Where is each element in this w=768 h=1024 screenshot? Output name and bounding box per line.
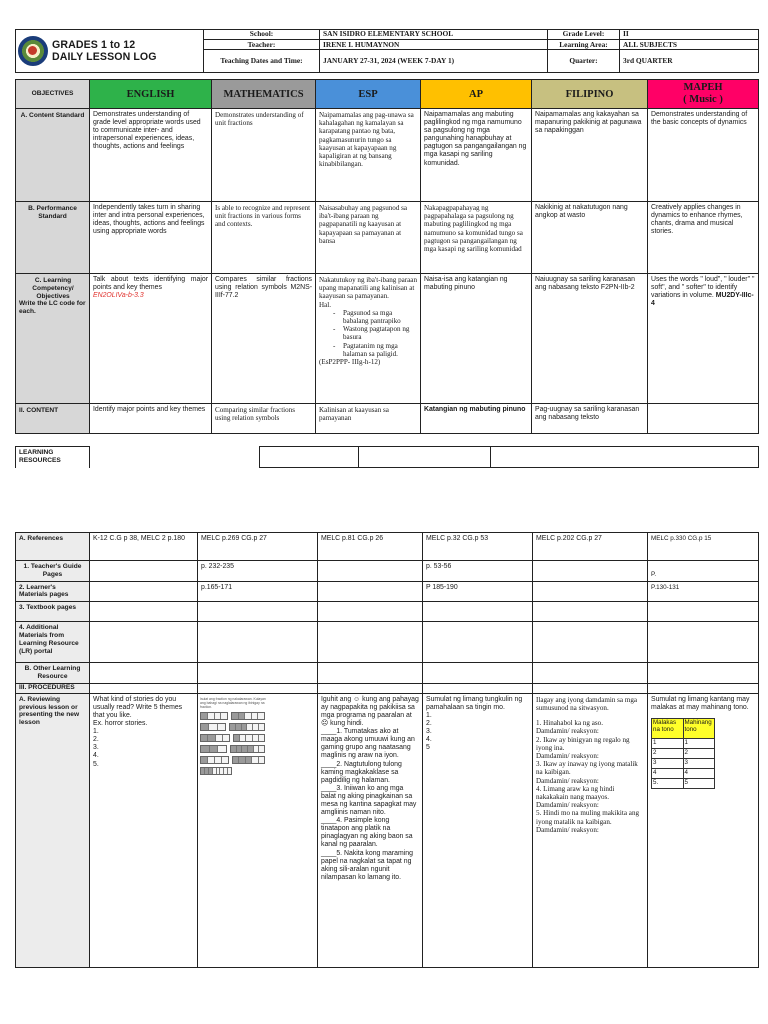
procedures-table [15, 532, 759, 968]
reviewing-esp-item: ____5. Nakita kong maraming papel na nagkalat sa tapat ng aking sili-aralan ngunit nilampasan ko lamang ito. [321, 849, 413, 881]
document-title [52, 39, 157, 64]
school-label: School: [204, 30, 320, 40]
references-label: A. References [16, 533, 90, 561]
learners-materials-esp [318, 581, 423, 602]
subject-mapeh: MAPEH ( Music ) [648, 80, 759, 109]
procedures-cell [423, 683, 533, 693]
song-volume-table [651, 718, 715, 789]
competency-mapeh-code: MU2DY-IIIc-4 [651, 292, 754, 308]
competency-esp-list [333, 309, 417, 358]
reviewing-filipino-item: 5. Hindi mo na muling makikita ang iyong matalik na kaibigan. [536, 809, 640, 826]
learning-area-value: ALL SUBJECTS [620, 40, 759, 50]
performance-standard-mapeh: Creatively applies changes in dynamics to enhance rhymes, chants, drama and musical stories. [648, 202, 759, 274]
learners-materials-filipino [533, 581, 648, 602]
learning-resources-blank [260, 447, 359, 468]
learning-resources-label: LEARNING RESOURCES [16, 447, 90, 468]
teachers-guide-ap: p. 53-56 [423, 561, 533, 582]
competency-filipino: Naiuugnay sa sariling karanasan ang nabasang teksto F2PN-IIb-2 [532, 274, 648, 404]
fraction-row [200, 712, 272, 720]
performance-standard-label: B. Performance Standard [16, 202, 90, 274]
answer-number: 4. [426, 736, 432, 744]
song-volume-cell: 5. [652, 778, 684, 788]
song-volume-cell: 3 [652, 758, 684, 768]
answer-number: 1. [426, 711, 432, 719]
additional-materials-cell [533, 622, 648, 663]
song-volume-cell: 2 [652, 748, 684, 758]
content-standard-math: Demonstrates understanding of unit fractions [212, 109, 316, 202]
competency-note: Write the LC code for each. [19, 300, 86, 316]
learning-area-label: Learning Area: [548, 40, 620, 50]
deped-seal-icon [18, 36, 48, 66]
content-standard-mapeh: Demonstrates understanding of the basic concepts of dynamics [648, 109, 759, 202]
competency-ap: Naisa-isa ang katangian ng mabuting pinuno [421, 274, 532, 404]
competency-english-code: EN2OLIVa-b-3.3 [93, 292, 144, 300]
additional-materials-cell [648, 622, 759, 663]
title-line-2: DAILY LESSON LOG [52, 51, 157, 63]
performance-standard-esp: Naisasabuhay ang pagsunod sa iba't-ibang paraan ng pagpapanatili ng kaayusan at kapayapaan sa pamayanan at bansa [316, 202, 421, 274]
textbook-cell [423, 602, 533, 622]
competency-mapeh [648, 274, 759, 404]
additional-materials-cell [90, 622, 198, 663]
subject-english: ENGLISH [90, 80, 212, 109]
reviewing-filipino-instruction: Ilagay ang iyong damdamin sa mga sumusunod na sitwasyon. [536, 695, 638, 712]
learners-materials-math: p.165-171 [198, 581, 318, 602]
reviewing-esp-item: ____2. Nagtutulong tulong kaming magkakaklase sa pagdidilig ng halaman. [321, 760, 402, 784]
reviewing-filipino-item: 2. Ikaw ay binigyan ng regalo ng iyong ina. [536, 735, 630, 752]
reviewing-ap [423, 693, 533, 967]
soft-column-header: Mahinang tono [683, 718, 715, 738]
fraction-worksheet-caption: Isulat ang fraction ng nakalarawan. Kulayan ang bahagi na naglalarawan ng ibinigay na fraction. [200, 696, 266, 709]
additional-materials-cell [423, 622, 533, 663]
competency-esp-hal: Hal. [319, 300, 332, 309]
fraction-row [200, 723, 272, 731]
content-standard-esp: Naipamamalas ang pag-unawa sa kahalagahan ng kamalayan sa karapatang pantao ng bata, pagkamasunurin tungo sa kaayusan at kapayapaan ng kapaligiran at ng bansang kinabibilangan. [316, 109, 421, 202]
performance-standard-math: Is able to recognize and represent unit fractions in various forms and contexts. [212, 202, 316, 274]
reviewing-filipino-item: 1. Hinahabol ka ng aso. [536, 719, 603, 728]
additional-materials-cell [198, 622, 318, 663]
competency-esp-item: - Pagsunod sa mga babalang pantrapiko [333, 309, 417, 325]
quarter-label: Quarter: [548, 50, 620, 73]
fraction-row [200, 767, 272, 775]
learning-resources-blank [90, 447, 260, 468]
reviewing-esp [318, 693, 423, 967]
song-volume-cell: 3 [683, 758, 715, 768]
content-ap: Katangian ng mabuting pinuno [421, 404, 532, 434]
teachers-guide-english [90, 561, 198, 582]
learners-materials-label: 2. Learner's Materials pages [16, 581, 90, 602]
answer-number: 3. [93, 744, 99, 752]
other-resources-cell [648, 663, 759, 684]
references-ap: MELC p.32 CG.p 53 [423, 533, 533, 561]
competency-label-cell [16, 274, 90, 404]
fraction-bar-icon [200, 712, 228, 720]
textbook-cell [533, 602, 648, 622]
learners-materials-english [90, 581, 198, 602]
reviewing-ap-instruction: Sumulat ng limang tungkulin ng pamahalaan sa tingin mo. [426, 695, 523, 711]
objectives-table [15, 79, 759, 434]
reviewing-filipino-item: 4. Limang araw ka ng hindi nakakakain nang maayos. [536, 784, 615, 802]
reviewing-filipino-item: Damdamin/ reaksyon: [536, 776, 599, 785]
content-mapeh [648, 404, 759, 434]
reviewing-filipino-item: 3. Ikaw ay inaway ng iyong matalik na kaibigan. [536, 760, 638, 777]
answer-number: 4. [93, 752, 99, 760]
fraction-bar-icon [200, 734, 230, 742]
teacher-value: IRENE I. HUMAYNON [320, 40, 548, 50]
textbook-cell [648, 602, 759, 622]
song-volume-cell: 4 [652, 768, 684, 778]
content-english: Identify major points and key themes [90, 404, 212, 434]
answer-number: 5 [426, 744, 430, 752]
reviewing-mapeh [648, 693, 759, 967]
procedures-cell [648, 683, 759, 693]
grade-level-label: Grade Level: [548, 30, 620, 40]
teachers-guide-math: p. 232-235 [198, 561, 318, 582]
song-volume-cell: 4 [683, 768, 715, 778]
competency-mapeh-text: Uses the words " loud", " louder" " soft", and " softer" to identify variations in volume. [651, 276, 755, 300]
learning-resources-blank [359, 447, 491, 468]
teachers-guide-mapeh: P. [648, 561, 759, 582]
reviewing-filipino-item: Damdamin/ reaksyon: [536, 752, 599, 760]
reviewing-label: A. Reviewing previous lesson or presenting the new lesson [16, 693, 90, 967]
procedures-cell [318, 683, 423, 693]
fraction-worksheet-image [200, 697, 272, 793]
reviewing-english [90, 693, 198, 967]
references-mapeh: MELC p.330 CG.p 15 [648, 533, 759, 561]
competency-esp-item: - Pagtatanim ng mga halaman sa paligid. [333, 342, 417, 358]
teaching-dates-value: JANUARY 27-31, 2024 (WEEK 7-DAY 1) [320, 50, 548, 73]
content-esp: Kalinisan at kaayusan sa pamayanan [316, 404, 421, 434]
fraction-bar-icon [200, 723, 226, 731]
answer-number: 3. [426, 728, 432, 736]
content-standard-english: Demonstrates understanding of grade level appropriate words used to communicate inter- and intrapersonal experiences, ideas, thoughts, actions and feelings [90, 109, 212, 202]
content-standard-filipino: Naipamamalas ang kakayahan sa mapanuring pakikinig at pagunawa sa napakinggan [532, 109, 648, 202]
learners-materials-ap: P 185-190 [423, 581, 533, 602]
reviewing-esp-instruction: Iguhit ang ☺ kung ang pahayag ay nagpapakita ng pakikiisa sa mga programa ng paaralan at ☹ kung hindi. [321, 695, 419, 728]
fraction-bar-icon [231, 712, 265, 720]
answer-number: 5. [93, 760, 99, 768]
other-resources-cell [318, 663, 423, 684]
additional-materials-label: 4. Additional Materials from Learning Resource (LR) portal [16, 622, 90, 663]
competency-esp-intro: Nakatutukoy ng iba't-ibang paraan upang mapanatili ang kalinisan at kaayusan sa pamayanan. [319, 276, 417, 301]
content-standard-label: A. Content Standard [16, 109, 90, 202]
objectives-heading: OBJECTIVES [16, 80, 90, 109]
fraction-bar-icon [230, 745, 265, 753]
learning-resources-blank [491, 447, 759, 468]
subject-mathematics: MATHEMATICS [212, 80, 316, 109]
reviewing-esp-item: ____1. Tumatakas ako at maaga akong umuuwi kung an gaming grupo ang naatasang maglinis ng araw na iyon. [321, 728, 415, 760]
teacher-label: Teacher: [204, 40, 320, 50]
reviewing-mapeh-instruction: Sumulat ng limang kantang may malakas at may mahinang tono. [651, 695, 750, 711]
fraction-bar-icon [233, 734, 265, 742]
fraction-row [200, 734, 272, 742]
competency-english-text: Talk about texts identifying major points and key themes [93, 276, 208, 292]
reviewing-english-example: Ex. horror stories. [93, 720, 148, 728]
textbook-cell [90, 602, 198, 622]
textbook-label: 3. Textbook pages [16, 602, 90, 622]
competency-english [90, 274, 212, 404]
loud-column-header: Malakas na tono [652, 718, 684, 738]
textbook-cell [318, 602, 423, 622]
reviewing-filipino [533, 693, 648, 967]
song-volume-cell: 1 [652, 738, 684, 748]
reviewing-filipino-item: Damdamin/ reaksyon: [536, 825, 599, 834]
header-logo-cell [16, 30, 204, 73]
header-table [15, 29, 759, 73]
teaching-dates-label: Teaching Dates and Time: [204, 50, 320, 73]
learners-materials-mapeh: P.130-131 [648, 581, 759, 602]
procedures-cell [533, 683, 648, 693]
answer-number: 1. [93, 728, 99, 736]
answer-number: 2. [93, 736, 99, 744]
competency-esp-code: (EsP2PPP- IIIg-h-12) [319, 358, 381, 367]
school-value: SAN ISIDRO ELEMENTARY SCHOOL [320, 30, 548, 40]
fraction-bar-icon [200, 767, 232, 775]
title-line-1: GRADES 1 to 12 [52, 38, 136, 51]
references-esp: MELC p.81 CG.p 26 [318, 533, 423, 561]
performance-standard-english: Independently takes turn in sharing inter and intra personal experiences, ideas, thoughts, actions and feelings using appropriate words [90, 202, 212, 274]
reviewing-esp-item: ____4. Pasimple kong tinatapon ang platik na pinaglagyan ng aking baon sa kanal ng paaralan. [321, 817, 413, 849]
song-volume-cell: 1 [683, 738, 715, 748]
references-math: MELC p.269 CG.p 27 [198, 533, 318, 561]
additional-materials-cell [318, 622, 423, 663]
song-volume-cell: 5 [683, 778, 715, 788]
quarter-value: 3rd QUARTER [620, 50, 759, 73]
competency-esp-item: - Wastong pagtatapon ng basura [333, 325, 417, 341]
other-resources-cell [90, 663, 198, 684]
other-resources-cell [533, 663, 648, 684]
other-resources-cell [198, 663, 318, 684]
competency-esp [316, 274, 421, 404]
other-resources-cell [423, 663, 533, 684]
reviewing-math [198, 693, 318, 967]
teachers-guide-label: 1. Teacher's Guide Pages [16, 561, 90, 582]
fraction-bar-icon [232, 756, 265, 764]
answer-number: 2. [426, 720, 432, 728]
reviewing-english-prompt: What kind of stories do you usually read? Write 5 themes that you like. [93, 695, 183, 719]
references-filipino: MELC p.202 CG.p 27 [533, 533, 648, 561]
competency-label: C. Learning Competency/ Objectives [32, 277, 74, 300]
fraction-bar-icon [229, 723, 265, 731]
grade-level-value: II [620, 30, 759, 40]
reviewing-filipino-item: Damdamin/ reaksyon: [536, 801, 599, 810]
content-filipino: Pag-uugnay sa sariling karanasan ang nabasang teksto [532, 404, 648, 434]
procedures-cell [90, 683, 198, 693]
procedures-cell [198, 683, 318, 693]
references-english: K-12 C.G p 38, MELC 2 p.180 [90, 533, 198, 561]
song-volume-cell: 2 [683, 748, 715, 758]
subject-esp: ESP [316, 80, 421, 109]
content-math: Comparing similar fractions using relation symbols [212, 404, 316, 434]
competency-math: Compares similar fractions using relation symbols M2NS-IIIf-77.2 [212, 274, 316, 404]
fraction-bar-icon [200, 756, 229, 764]
learning-resources-row [15, 446, 759, 468]
fraction-bar-icon [200, 745, 227, 753]
reviewing-esp-item: ____3. Iniiwan ko ang mga balat ng aking pinagkainan sa mesa ng kantina sapagkat may amgliinis naman nito. [321, 784, 417, 817]
teachers-guide-esp [318, 561, 423, 582]
performance-standard-filipino: Nakikinig at nakatutugon nang angkop at wasto [532, 202, 648, 274]
other-resources-label: B. Other Learning Resource [16, 663, 90, 684]
subject-ap: AP [421, 80, 532, 109]
reviewing-filipino-item: Damdamin/ reaksyon: [536, 727, 599, 736]
teachers-guide-filipino [533, 561, 648, 582]
performance-standard-ap: Nakapagpapahayag ng pagpapahalaga sa pagsulong ng mabuting paglilingkod ng mga namumuno sa komunidad tungo sa pagtugon sa pangangailangan ng mga kasapi ng sariling komunidad [421, 202, 532, 274]
fraction-row [200, 745, 272, 753]
fraction-row [200, 756, 272, 764]
textbook-cell [198, 602, 318, 622]
subject-filipino: FILIPINO [532, 80, 648, 109]
content-standard-ap: Naipamamalas ang mabuting paglilingkod ng mga namumuno sa pagsulong ng mga pangunahing hanapbuhay at pagtugon sa pangangailangan ng mga kasapi ng sariling komunidad. [421, 109, 532, 202]
content-label: II. CONTENT [16, 404, 90, 434]
procedures-label: III. PROCEDURES [16, 683, 90, 693]
